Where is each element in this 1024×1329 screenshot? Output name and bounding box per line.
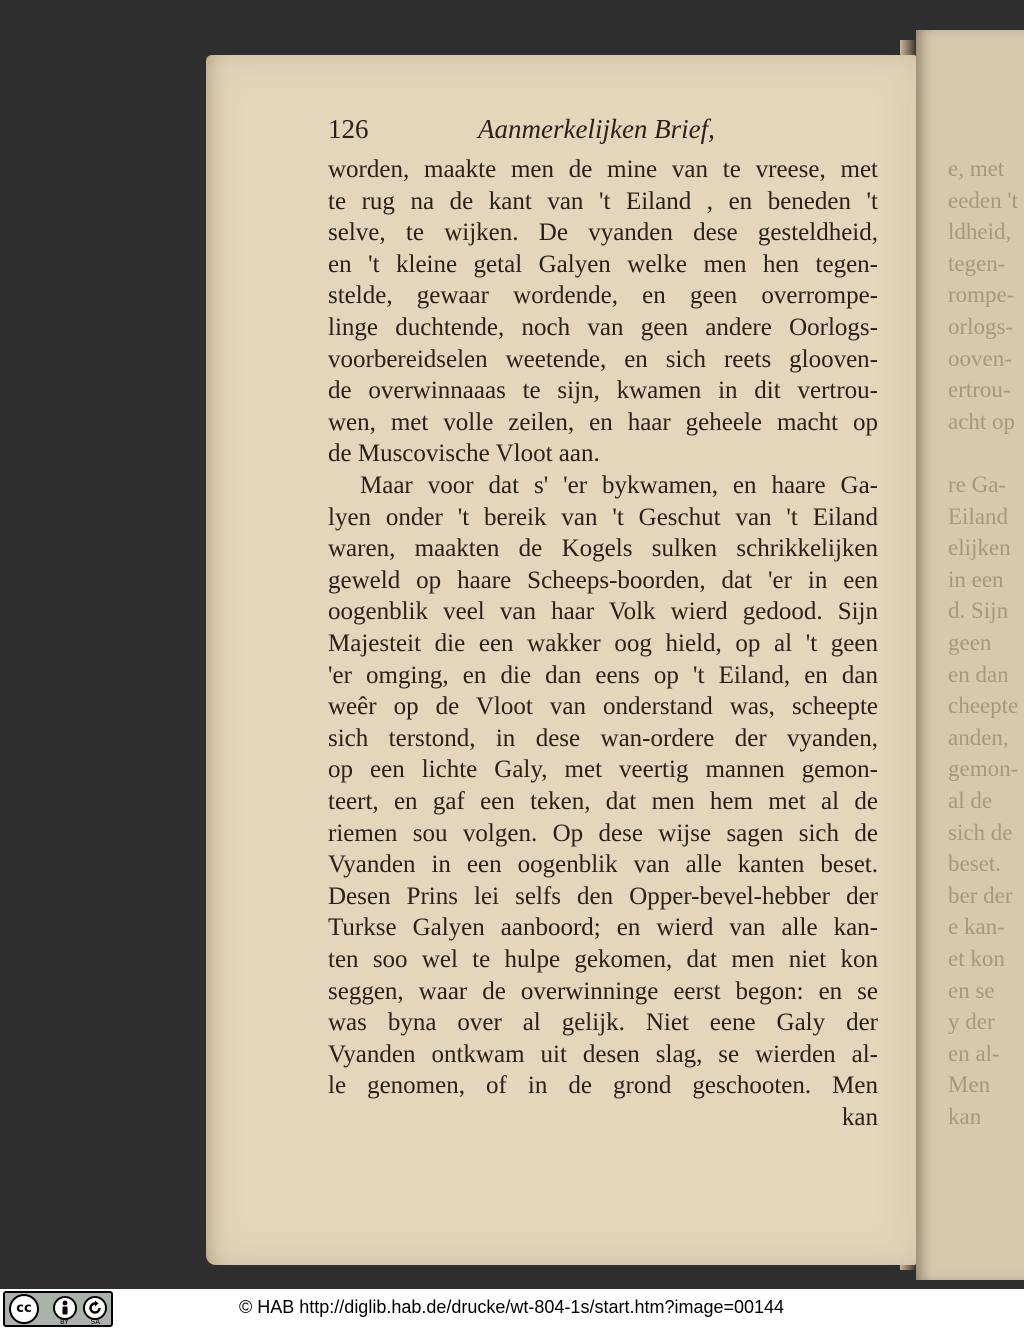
facing-page-line: kan	[948, 1104, 982, 1129]
facing-page-line: e, met	[948, 156, 1005, 181]
text-line: en 't kleine getal Galyen welke men hen tegen-	[328, 250, 878, 278]
text-line: seggen, waar de overwinninge eerst begon: en se	[328, 977, 878, 1005]
text-line: sich terstond, in dese wan-ordere der vyanden,	[328, 724, 878, 752]
facing-page-line: al de	[948, 788, 993, 813]
text-line: te rug na de kant van 't Eiland , en beneden 't	[328, 187, 878, 215]
facing-page-line: Men	[948, 1072, 991, 1098]
facing-page-line: en se	[948, 977, 995, 1003]
facing-page-line: rompe-	[948, 282, 1015, 308]
text-line: de overwinnaaas te sijn, kwamen in dit vertrou-	[328, 377, 878, 405]
text-line: Maar voor dat s' 'er bykwamen, en haare Ga-	[360, 472, 878, 499]
facing-page-line: tegen-	[948, 250, 1006, 276]
text-line: selve, te wijken. De vyanden dese gesteldheid,	[328, 219, 878, 247]
by-label: BY	[59, 1318, 69, 1326]
catchword: kan	[841, 1104, 878, 1131]
cc-logo-icon: cc	[9, 1294, 39, 1324]
facing-page-line: ldheid,	[948, 219, 1012, 245]
facing-page-line: elijken	[948, 535, 1011, 561]
text-line: Majesteit die een wakker oog hield, op al 't geen	[328, 630, 878, 657]
facing-page-line: gemon-	[948, 756, 1019, 782]
facing-page-line: orlogs-	[948, 314, 1014, 339]
text-line: Vyanden in een oogenblik van alle kanten beset.	[328, 851, 878, 879]
page-header	[328, 114, 876, 154]
text-line: worden, maakte men de mine van te vreese, met	[328, 156, 878, 183]
text-line: teert, en gaf een teken, dat men hem met al de	[328, 788, 878, 815]
text-line: riemen sou volgen. Op dese wijse sagen sich de	[328, 819, 878, 847]
footer-bar	[0, 1289, 1024, 1329]
facing-page-line: ertrou-	[948, 377, 1011, 403]
facing-page-line: cheepte	[948, 693, 1019, 719]
text-line: op een lichte Galy, met veertig mannen gemon-	[328, 756, 878, 784]
facing-page-line: acht op	[948, 408, 1016, 434]
facing-page-line: e kan-	[948, 914, 1005, 940]
facing-page-line: ooven-	[948, 345, 1012, 371]
text-line: 'er omging, en die dan eens op 't Eiland, en dan	[328, 661, 878, 689]
page-number: 126	[328, 114, 369, 144]
facing-page-line: y der	[948, 1009, 995, 1035]
text-line: lyen onder 't bereik van 't Geschut van 't Eiland	[328, 503, 878, 531]
facing-page-line: sich de	[948, 819, 1013, 845]
facing-page-line: ber der	[948, 882, 1013, 908]
facing-page-line: re Ga-	[948, 472, 1007, 497]
text-line: waren, maakten de Kogels sulken schrikkelijken	[328, 535, 878, 563]
text-line: de Muscovische Vloot aan.	[328, 440, 600, 468]
text-line: weêr op de Vloot van onderstand was, scheepte	[328, 693, 878, 721]
share-alike-icon	[83, 1296, 107, 1320]
facing-page-line: Eiland	[948, 503, 1009, 529]
text-line: le genomen, of in de grond geschooten. Men	[328, 1072, 878, 1100]
text-line: wen, met volle zeilen, en haar geheele macht op	[328, 408, 878, 436]
cc-license-badge[interactable]	[3, 1291, 113, 1327]
text-line: Desen Prins lei selfs den Opper-bevel-hebber der	[328, 882, 878, 910]
cc-badge-labels	[49, 1318, 111, 1326]
facing-page-line: et kon	[948, 946, 1005, 971]
facing-page-line: en dan	[948, 661, 1009, 687]
text-line: geweld op haare Scheeps-boorden, dat 'er in een	[328, 566, 878, 594]
text-line: Vyanden ontkwam uit desen slag, se wierden al-	[328, 1040, 878, 1068]
text-line: ten soo wel te hulpe gekomen, dat men niet kon	[328, 946, 878, 973]
text-line: oogenblik veel van haar Volk wierd gedood. Sijn	[328, 598, 878, 626]
text-line: voorbereidselen weetende, en sich reets glooven-	[328, 345, 878, 373]
attribution-icon	[53, 1296, 77, 1320]
text-line: was byna over al gelijk. Niet eene Galy der	[328, 1009, 878, 1037]
running-title: Aanmerkelijken Brief,	[478, 114, 715, 144]
facing-page-line: eeden 't	[948, 187, 1018, 213]
text-line: stelde, gewaar wordende, en geen overrompe-	[328, 282, 878, 310]
facing-page-line: d. Sijn	[948, 598, 1009, 624]
facing-page-line: anden,	[948, 724, 1009, 750]
facing-page-line: geen	[948, 630, 992, 655]
facing-page-line: in een	[948, 566, 1004, 592]
copyright-link[interactable]: © HAB http://diglib.hab.de/drucke/wt-804-1s/start.htm?image=00144	[239, 1297, 785, 1317]
text-line: linge duchtende, noch van geen andere Oorlogs-	[328, 314, 878, 341]
facing-page-line: beset.	[948, 851, 1002, 877]
text-line: Turkse Galyen aanboord; en wierd van alle kan-	[328, 914, 878, 942]
facing-page-line: en al-	[948, 1040, 1000, 1066]
sa-label: SA	[90, 1318, 100, 1326]
